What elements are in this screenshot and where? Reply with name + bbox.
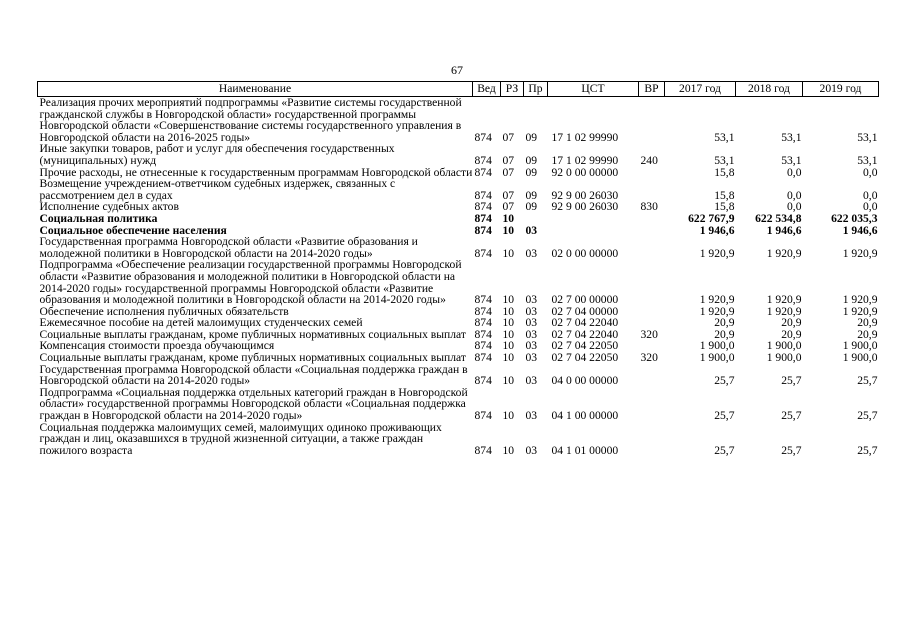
row-cst: 02 7 04 00000: [551, 304, 619, 318]
row-rz: 07: [502, 153, 515, 167]
table-row: [38, 236, 879, 259]
row-ved: 874: [474, 246, 492, 260]
row-2017: 25,7: [714, 409, 735, 423]
row-2018: 1 920,9: [766, 304, 802, 318]
row-name: Социальная поддержка малоимущих семей, малоимущих одиноко проживающих граждан и лиц, оказавшихся в трудной жизненной ситуации, а также граждан пожилого возраста: [39, 420, 442, 457]
row-2019: 622 035,3: [831, 211, 878, 225]
row-ved: 874: [474, 316, 492, 330]
row-2018: 1 946,6: [766, 223, 802, 237]
row-2019: 20,9: [857, 316, 878, 330]
row-ved: 874: [474, 327, 492, 341]
table-row: [38, 97, 879, 144]
header-pr: Пр: [524, 82, 548, 97]
header-vr: ВР: [639, 82, 665, 97]
row-name: Возмещение учреждением-ответчиком судебных издержек, связанных с рассмотрением дел в судах: [39, 177, 396, 202]
row-rz: 10: [502, 293, 515, 307]
row-cst: 02 7 04 22040: [551, 327, 619, 341]
row-rz: 07: [502, 130, 515, 144]
row-pr: 03: [525, 293, 538, 307]
row-2018: 25,7: [781, 409, 802, 423]
row-cst: 02 0 00 00000: [551, 246, 619, 260]
row-2017: 53,1: [714, 130, 735, 144]
header-cst: ЦСТ: [548, 82, 639, 97]
row-2018: 1 920,9: [766, 246, 802, 260]
row-cst: [548, 213, 639, 225]
row-rz: 07: [502, 200, 515, 214]
row-name: Социальное обеспечение населения: [39, 223, 227, 237]
row-cst: 02 7 00 00000: [551, 293, 619, 307]
row-2019: 25,7: [857, 443, 878, 457]
row-ved: 874: [474, 153, 492, 167]
row-vr: [639, 167, 665, 179]
row-name: Прочие расходы, не отнесенные к государственным программам Новгородской области: [39, 165, 473, 179]
row-2017: 1 920,9: [699, 293, 735, 307]
row-rz: 10: [502, 304, 515, 318]
row-ved: 874: [474, 200, 492, 214]
budget-table: [37, 81, 879, 456]
table-row: [38, 364, 879, 387]
row-pr: 09: [525, 165, 538, 179]
row-cst: 17 1 02 99990: [551, 153, 619, 167]
row-pr: 09: [525, 130, 538, 144]
row-2019: 1 920,9: [842, 246, 878, 260]
row-name: Государственная программа Новгородской области «Развитие образования и молодежной политики в Новгородской области на 2014-2020 годы»: [39, 235, 418, 260]
row-rz: 10: [502, 443, 515, 457]
row-2019: 53,1: [857, 130, 878, 144]
row-cst: 04 1 01 00000: [551, 443, 619, 457]
row-cst: 17 1 02 99990: [551, 130, 619, 144]
row-2019: 20,9: [857, 327, 878, 341]
row-rz: 10: [502, 339, 515, 353]
row-2019: 1 920,9: [842, 293, 878, 307]
row-2018: 25,7: [781, 374, 802, 388]
page-number: 67: [451, 63, 463, 77]
row-2017: 15,8: [714, 188, 735, 202]
row-2018: 622 534,8: [755, 211, 802, 225]
row-2017: 622 767,9: [688, 211, 735, 225]
row-pr: 09: [525, 188, 538, 202]
row-ved: 874: [474, 293, 492, 307]
row-2018: 20,9: [781, 327, 802, 341]
header-2017: 2017 год: [665, 82, 736, 97]
row-pr: 03: [525, 304, 538, 318]
row-ved: 874: [474, 223, 492, 237]
row-vr: [639, 178, 665, 201]
row-cst: 02 7 04 22050: [551, 351, 619, 365]
row-2018: 20,9: [781, 316, 802, 330]
row-pr: 03: [525, 316, 538, 330]
row-cst: 92 0 00 00000: [551, 165, 619, 179]
row-rz: 10: [502, 223, 515, 237]
row-ved: 874: [474, 165, 492, 179]
row-name: Социальная политика: [39, 211, 158, 225]
row-vr: [639, 225, 665, 237]
row-2017: 20,9: [714, 327, 735, 341]
row-vr: [639, 259, 665, 305]
row-2017: 1 900,0: [699, 351, 735, 365]
row-2018: 1 920,9: [766, 293, 802, 307]
header-2019: 2019 год: [803, 82, 879, 97]
row-vr: [639, 364, 665, 387]
row-2019: 1 920,9: [842, 304, 878, 318]
row-pr: 03: [525, 374, 538, 388]
row-2017: 15,8: [714, 165, 735, 179]
row-name: Реализация прочих мероприятий подпрограммы «Развитие системы государственной гражданской службы в Новгородской области» государственной программы Новгородской области «Совершенствование системы государственного управления в Новгородской области на 2016-2025 годы»: [39, 96, 462, 144]
row-2018: 1 900,0: [766, 339, 802, 353]
row-2018: 0,0: [787, 188, 802, 202]
row-2017: 1 920,9: [699, 246, 735, 260]
row-2017: 53,1: [714, 153, 735, 167]
row-cst: 92 9 00 26030: [551, 200, 619, 214]
table-row: [38, 201, 879, 213]
table-body: [38, 97, 879, 457]
row-pr: 03: [525, 351, 538, 365]
row-vr: [639, 97, 665, 144]
row-2019: 0,0: [863, 188, 878, 202]
row-cst: 02 7 04 22050: [551, 339, 619, 353]
row-pr: 03: [525, 246, 538, 260]
row-2018: 53,1: [781, 130, 802, 144]
row-rz: 10: [502, 351, 515, 365]
row-2018: 25,7: [781, 443, 802, 457]
row-vr: [639, 213, 665, 225]
row-cst: 04 0 00 00000: [551, 374, 619, 388]
row-rz: 10: [502, 409, 515, 423]
table-row: [38, 259, 879, 305]
row-name: Иные закупки товаров, работ и услуг для обеспечения государственных (муниципальных) нужд: [39, 142, 395, 167]
row-name: Компенсация стоимости проезда обучающимся: [39, 339, 275, 353]
table-row: [38, 143, 879, 166]
row-rz: 10: [502, 374, 515, 388]
header-ved: Вед: [473, 82, 501, 97]
row-name: Социальные выплаты гражданам, кроме публичных нормативных социальных выплат: [39, 351, 466, 365]
row-2019: 0,0: [863, 200, 878, 214]
row-ved: 874: [474, 211, 492, 225]
row-name: Социальные выплаты гражданам, кроме публичных нормативных социальных выплат: [39, 327, 466, 341]
header-name: Наименование: [38, 82, 473, 97]
row-vr: 240: [640, 153, 658, 167]
table-row: [38, 213, 879, 225]
row-pr: 03: [525, 223, 538, 237]
row-2017: 15,8: [714, 200, 735, 214]
row-rz: 07: [502, 188, 515, 202]
table-row: [38, 352, 879, 364]
row-pr: 03: [525, 327, 538, 341]
row-name: Ежемесячное пособие на детей малоимущих студенческих семей: [39, 316, 363, 330]
row-ved: 874: [474, 304, 492, 318]
table-header-row: [38, 82, 879, 97]
table-row: [38, 422, 879, 457]
row-ved: 874: [474, 130, 492, 144]
table-row: [38, 178, 879, 201]
row-rz: 10: [502, 211, 515, 225]
row-name: Подпрограмма «Обеспечение реализации государственной программы Новгородской области «Развитие образования и молодежной политики в Новгородской области на 2014-2020 годы» государственной программы Новгородской области «Развитие образования и молодежной политики в Новгородской области на 2014-2020 годы»: [39, 258, 462, 307]
row-2018: 0,0: [787, 165, 802, 179]
table-row: [38, 387, 879, 422]
row-cst: 04 1 00 00000: [551, 409, 619, 423]
row-2017: 1 900,0: [699, 339, 735, 353]
row-2019: 1 946,6: [842, 223, 878, 237]
row-2019: 25,7: [857, 409, 878, 423]
row-2019: 1 900,0: [842, 339, 878, 353]
row-pr: 03: [525, 443, 538, 457]
row-2017: 1 920,9: [699, 304, 735, 318]
row-2019: 0,0: [863, 165, 878, 179]
row-vr: 320: [640, 351, 658, 365]
row-ved: 874: [474, 409, 492, 423]
row-vr: 830: [640, 200, 658, 214]
row-2018: 53,1: [781, 153, 802, 167]
row-rz: 10: [502, 246, 515, 260]
row-cst: [548, 225, 639, 237]
row-pr: 09: [525, 153, 538, 167]
row-vr: 320: [640, 327, 658, 341]
row-name: Обеспечение исполнения публичных обязательств: [39, 304, 289, 318]
row-cst: 02 7 04 22040: [551, 316, 619, 330]
header-2018: 2018 год: [736, 82, 803, 97]
row-2019: 25,7: [857, 374, 878, 388]
row-2017: 1 946,6: [699, 223, 735, 237]
row-ved: 874: [474, 339, 492, 353]
row-ved: 874: [474, 374, 492, 388]
row-rz: 07: [502, 165, 515, 179]
row-ved: 874: [474, 351, 492, 365]
row-name: Исполнение судебных актов: [39, 200, 179, 214]
row-2019: 53,1: [857, 153, 878, 167]
header-rz: РЗ: [501, 82, 524, 97]
row-vr: [639, 422, 665, 457]
row-name: Государственная программа Новгородской области «Социальная поддержка граждан в Новгородской области на 2014-2020 годы»: [39, 362, 468, 388]
row-vr: [639, 387, 665, 422]
row-2019: 1 900,0: [842, 351, 878, 365]
row-vr: [639, 306, 665, 318]
row-cst: 92 9 00 26030: [551, 188, 619, 202]
row-rz: 10: [502, 316, 515, 330]
row-2018: 1 900,0: [766, 351, 802, 365]
row-2017: 20,9: [714, 316, 735, 330]
row-pr: 03: [525, 409, 538, 423]
row-ved: 874: [474, 443, 492, 457]
row-pr: 09: [525, 200, 538, 214]
row-name: Подпрограмма «Социальная поддержка отдельных категорий граждан в Новгородской области» государственной программы Новгородской области «Социальная поддержка граждан в Новгородской области на 2014-2020 годы»: [39, 385, 468, 423]
row-2018: 0,0: [787, 200, 802, 214]
row-pr: 03: [525, 339, 538, 353]
row-2017: 25,7: [714, 374, 735, 388]
row-pr: [524, 213, 548, 225]
row-2017: 25,7: [714, 443, 735, 457]
row-ved: 874: [474, 188, 492, 202]
row-vr: [639, 236, 665, 259]
row-rz: 10: [502, 327, 515, 341]
